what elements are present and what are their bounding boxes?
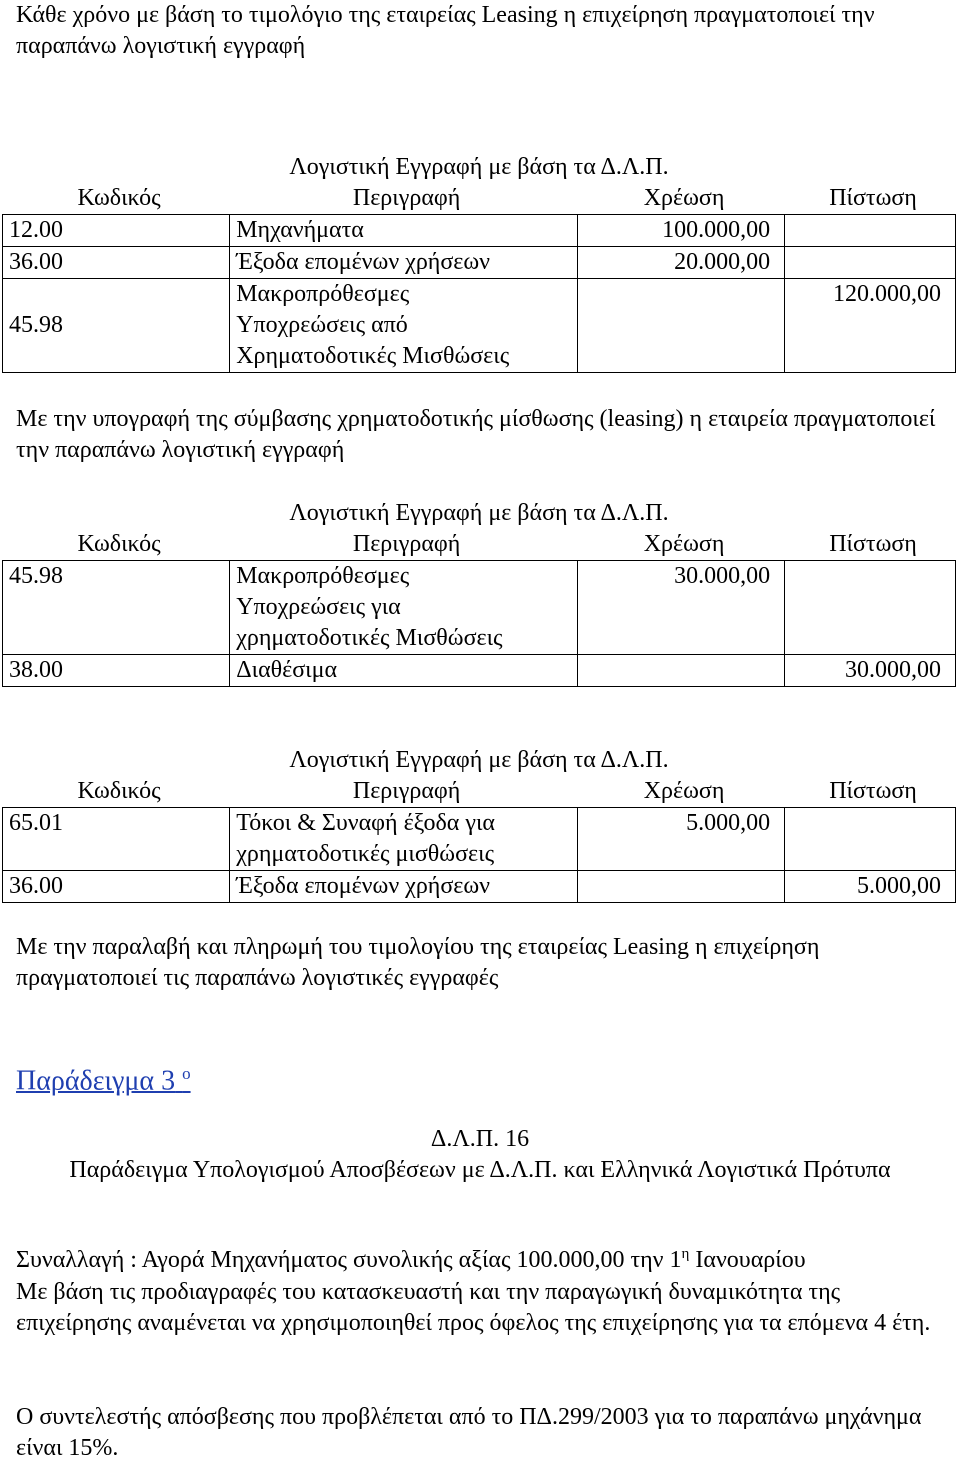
header-description: Περιγραφή [352, 185, 461, 211]
header-code: Κωδικός [77, 185, 161, 211]
header-credit: Πίστωση [829, 778, 917, 804]
header-debit: Χρέωση [643, 185, 725, 211]
intro-paragraph: Κάθε χρόνο με βάση το τιμολόγιο της εταιρείας Leasing η επιχείρηση πραγματοποιεί την παραπάνω λογιστική εγγραφή [16, 2, 875, 59]
row-credit [785, 247, 956, 279]
header-code: Κωδικός [77, 778, 161, 804]
header-debit: Χρέωση [643, 531, 725, 557]
row-description [230, 808, 578, 871]
row-code: 36.00 [3, 871, 230, 903]
header-credit: Πίστωση [829, 531, 917, 557]
table-row [3, 871, 956, 903]
description-line: χρηματοδοτικές μισθώσεις [236, 841, 495, 867]
row-code: 36.00 [3, 247, 230, 279]
row-code: 12.00 [3, 215, 230, 247]
row-credit [785, 215, 956, 247]
transaction-line: Συναλλαγή : Αγορά Μηχανήματος συνολικής αξίας 100.000,00 την $1^\eta$ Ιανουαρίου [16, 1246, 806, 1273]
row-debit: 30.000,00 [578, 561, 785, 655]
description-line: Χρηματοδοτικές Μισθώσεις [236, 343, 510, 369]
row-debit [578, 871, 785, 903]
header-description: Περιγραφή [352, 778, 461, 804]
row-description: Διαθέσιμα [230, 655, 578, 687]
journal-entry-table-3 [2, 745, 956, 903]
signing-paragraph: Με την υπογραφή της σύμβασης χρηματοδοτικής μίσθωσης (leasing) η εταιρεία πραγματοποιεί την παραπάνω λογιστική εγγραφή [16, 406, 936, 463]
table-title: Λογιστική Εγγραφή με βάση τα Δ.Λ.Π. [289, 154, 669, 180]
journal-entry-table-1 [2, 152, 956, 373]
description-line: Τόκοι & Συναφή έξοδα για [236, 810, 495, 836]
table-title: Λογιστική Εγγραφή με βάση τα Δ.Λ.Π. [289, 747, 669, 773]
row-credit [785, 561, 956, 655]
table-row [3, 247, 956, 279]
journal-entry-table-2 [2, 498, 956, 687]
table-row [3, 215, 956, 247]
table-title: Λογιστική Εγγραφή με βάση τα Δ.Λ.Π. [289, 500, 669, 526]
specifications-paragraph: Με βάση τις προδιαγραφές του κατασκευαστή και την παραγωγική δυναμικότητα της επιχείρησης αναμένεται να χρησιμοποιηθεί προς όφελος της επιχείρησης για τα επόμενα 4 έτη. [16, 1279, 931, 1336]
description-line: Υποχρεώσεις από [236, 312, 408, 338]
example-heading[interactable]: Παράδειγμα 3 $^o$ [16, 1064, 191, 1097]
description-line: χρηματοδοτικές Μισθώσεις [236, 625, 503, 651]
row-debit [578, 279, 785, 373]
row-code: 65.01 [3, 808, 230, 871]
table-row [3, 655, 956, 687]
row-credit: 30.000,00 [785, 655, 956, 687]
row-description: Μηχανήματα [230, 215, 578, 247]
ias-title: Δ.Λ.Π. 16 [430, 1126, 530, 1152]
row-debit [578, 655, 785, 687]
row-debit: 100.000,00 [578, 215, 785, 247]
table-row [3, 279, 956, 373]
row-description: Έξοδα επομένων χρήσεων [230, 871, 578, 903]
row-code: 45.98 [3, 561, 230, 655]
row-code: 38.00 [3, 655, 230, 687]
description-line: Μακροπρόθεσμες [236, 281, 410, 307]
row-debit: 20.000,00 [578, 247, 785, 279]
header-debit: Χρέωση [643, 778, 725, 804]
description-line: Υποχρεώσεις για [236, 594, 401, 620]
ias-subtitle: Παράδειγμα Υπολογισμού Αποσβέσεων με Δ.Λ.Π. και Ελληνικά Λογιστικά Πρότυπα [69, 1157, 891, 1183]
row-description: Έξοδα επομένων χρήσεων [230, 247, 578, 279]
table-row [3, 808, 956, 871]
row-credit: 5.000,00 [785, 871, 956, 903]
header-code: Κωδικός [77, 531, 161, 557]
row-description [230, 279, 578, 373]
row-credit: 120.000,00 [785, 279, 956, 373]
row-code: 45.98 [3, 279, 230, 373]
header-credit: Πίστωση [829, 185, 917, 211]
depreciation-rate-paragraph: Ο συντελεστής απόσβεσης που προβλέπεται από το ΠΔ.299/2003 για το παραπάνω μηχάνημα είναι 15%. [16, 1404, 922, 1461]
row-description [230, 561, 578, 655]
row-credit [785, 808, 956, 871]
description-line: Μακροπρόθεσμες [236, 563, 410, 589]
row-debit: 5.000,00 [578, 808, 785, 871]
payment-paragraph: Με την παραλαβή και πληρωμή του τιμολογίου της εταιρείας Leasing η επιχείρηση πραγματοποιεί τις παραπάνω λογιστικές εγγραφές [16, 934, 820, 991]
header-description: Περιγραφή [352, 531, 461, 557]
table-row [3, 561, 956, 655]
